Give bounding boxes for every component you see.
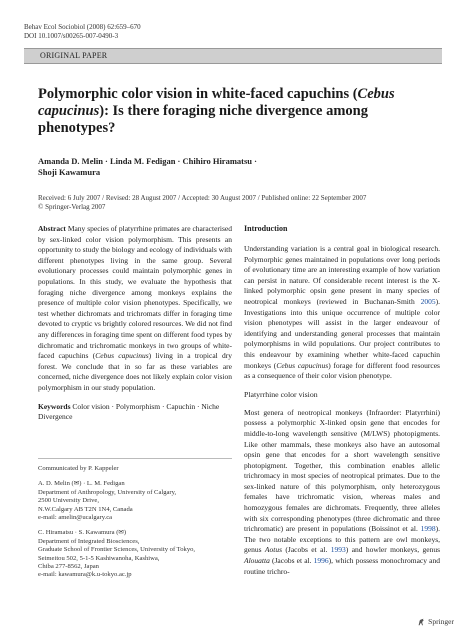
affiliation-1-email[interactable]: e-mail: amelin@ucalgary.ca [38,514,113,522]
abstract-text-2: ) living in a tropical dry forest. We conclude that in so far as these variables are concerned, niche divergence does not likely explain color vision polymorphism in our study population. [38,351,232,392]
platyrrhine-subheading: Platyrrhine color vision [244,389,318,399]
citation-link[interactable]: 1993 [330,545,346,555]
footnote-divider [38,458,232,459]
keywords-text: Color vision · Polymorphism · Capuchin · Niche Divergence [38,401,220,422]
affiliation-2-line-4: Seimeitou 502, 5-1-5 Kashiwanoha, Kashiwa, [38,554,160,562]
affiliation-1-line-1: A. D. Melin (✉) · L. M. Fedigan [38,480,125,488]
intro-p2-genus-aotus: Aotus [264,545,282,555]
title-part-a: Polymorphic color vision in white-faced capuchins ( [38,86,358,102]
affiliation-2-line-1: C. Hiramatsu · S. Kawamura (✉) [38,529,127,537]
abstract-text-1: Many species of platyrrhine primates are characterised by sex-linked color vision polymorphism. This presents an opportunity to study the biology and ecology of individuals with different phenotypes living in the same group. Several evolutionary processes could maintain polymorphic genes in populations. In this study, we evaluate the hypothesis that foraging niche divergence among monkeys explains the presence of multiple color vision phenotypes. Specifically, we test whether dichromats and trichromats differ in foraging time devoted to cryptic vs brightly colored resources. We did not find any differences in foraging time spent on different food types by dichromatic and trichromatic monkeys in two groups of white-faced capuchins ( [38,224,232,361]
intro-p2-text-a: Most genera of neotropical monkeys (Infraorder: Platyrrhini) possess a polymorphic X-linked opsin gene that encodes for middle-to-long wavelength sensitive (M/LWS) photopigments. Like other mammals, these monkeys also have an autosomal opsin gene that encodes for a short wavelength sensitive photopigment. Together, this combination enables allelic trichromacy in most species of neotropical primates. Due to the sex-linked nature of this polymorphism, only heterozygous females have trichromatic vision, whereas males and homozygous females are dichromats. Frequently, three alleles with six corresponding phenotypes (three dichromatic and three trichromatic) are present in populations (Boissinot et al. [244,407,440,534]
publication-dates [38,194,438,212]
intro-p2-text-e: (Jacobs et al. [269,556,314,566]
affiliation-1-line-3: 2500 University Drive, [38,497,99,505]
intro-p1-text-b: ). Investigations into this unique occurrence of multiple color vision phenotypes will assist in the larger endeavour of identifying and understanding general processes that maintain polymorphisms in wild populations. Our project contributes to this endeavour by examining whether white-faced capuchin monkeys ( [244,296,440,370]
introduction-paragraph-1 [244,244,440,382]
authors-line-1: Amanda D. Melin · Linda M. Fedigan · Chihiro Hiramatsu · [38,156,257,166]
publisher-name: Springer [428,617,454,626]
intro-p1-text-c: ) forage for different food resources as a consequence of their color vision phenotype. [244,360,440,381]
citation-link[interactable]: 1996 [313,556,329,566]
article-type-banner [24,48,442,64]
intro-p1-text-a: Understanding variation is a central goal in biological research. Polymorphic genes maintained in populations over long periods of evolutionary time are an interesting example of how variation can persist in nature. Of considerable recent interest is the X-linked polymorphic opsin gene present in many species of neotropical monkeys (reviewed in Buchanan-Smith [244,244,440,306]
author-list [38,156,388,178]
doi[interactable]: DOI 10.1007/s00265-007-0490-3 [24,32,119,40]
intro-p2-text-f: ), which possess monochromacy and routine trichro- [244,556,440,576]
abstract-paragraph [38,224,232,394]
abstract-label: Abstract [38,224,66,233]
communicated-by: Communicated by P. Kappeler [38,465,119,472]
footnotes [38,465,238,580]
title-part-c: ): Is there foraging niche divergence among phenotypes? [38,103,368,136]
affiliation-2-line-5: Chiba 277-8562, Japan [38,563,99,571]
springer-horse-icon [417,618,425,626]
intro-p2-text-c: (Jacobs et al. [282,545,331,555]
introduction-paragraph-2 [244,408,440,578]
intro-p1-species: Cebus capucinus [276,360,329,370]
title-species: Cebus capucinus [38,86,395,119]
article-title [38,86,438,137]
introduction-section [244,224,440,577]
publisher-footer [417,617,454,626]
journal-citation: Behav Ecol Sociobiol (2008) 62:659–670 [24,23,141,31]
affiliation-2-line-3: Graduate School of Frontier Sciences, University of Tokyo, [38,546,196,554]
keywords-paragraph [38,402,232,423]
introduction-heading: Introduction [244,224,288,233]
abstract-section [38,224,232,423]
affiliation-1-line-2: Department of Anthropology, University of Calgary, [38,488,177,496]
article-type-label: ORIGINAL PAPER [40,51,108,60]
citation-link[interactable]: 2005 [420,296,436,306]
affiliation-2-line-2: Department of Integrated Biosciences, [38,537,140,545]
authors-line-2: Shoji Kawamura [38,167,101,177]
intro-p2-genus-alouatta: Alouatta [244,556,270,566]
abstract-species: Cebus capucinus [95,351,149,361]
affiliation-1-line-4: N.W.Calgary AB T2N 1N4, Canada [38,505,133,513]
copyright-line: © Springer-Verlag 2007 [38,203,106,211]
keywords-label: Keywords [38,401,71,411]
dates-line: Received: 6 July 2007 / Revised: 28 August 2007 / Accepted: 30 August 2007 / Published online: 22 September 2007 [38,194,367,202]
affiliation-2-email[interactable]: e-mail: kawamura@k.u-tokyo.ac.jp [38,571,132,579]
intro-p2-text-d: ) and howler monkeys, genus [345,545,441,555]
citation-link[interactable]: 1998 [420,524,436,534]
intro-p2-text-b: ). The two notable exceptions to this pattern are owl monkeys, genus [244,524,440,555]
